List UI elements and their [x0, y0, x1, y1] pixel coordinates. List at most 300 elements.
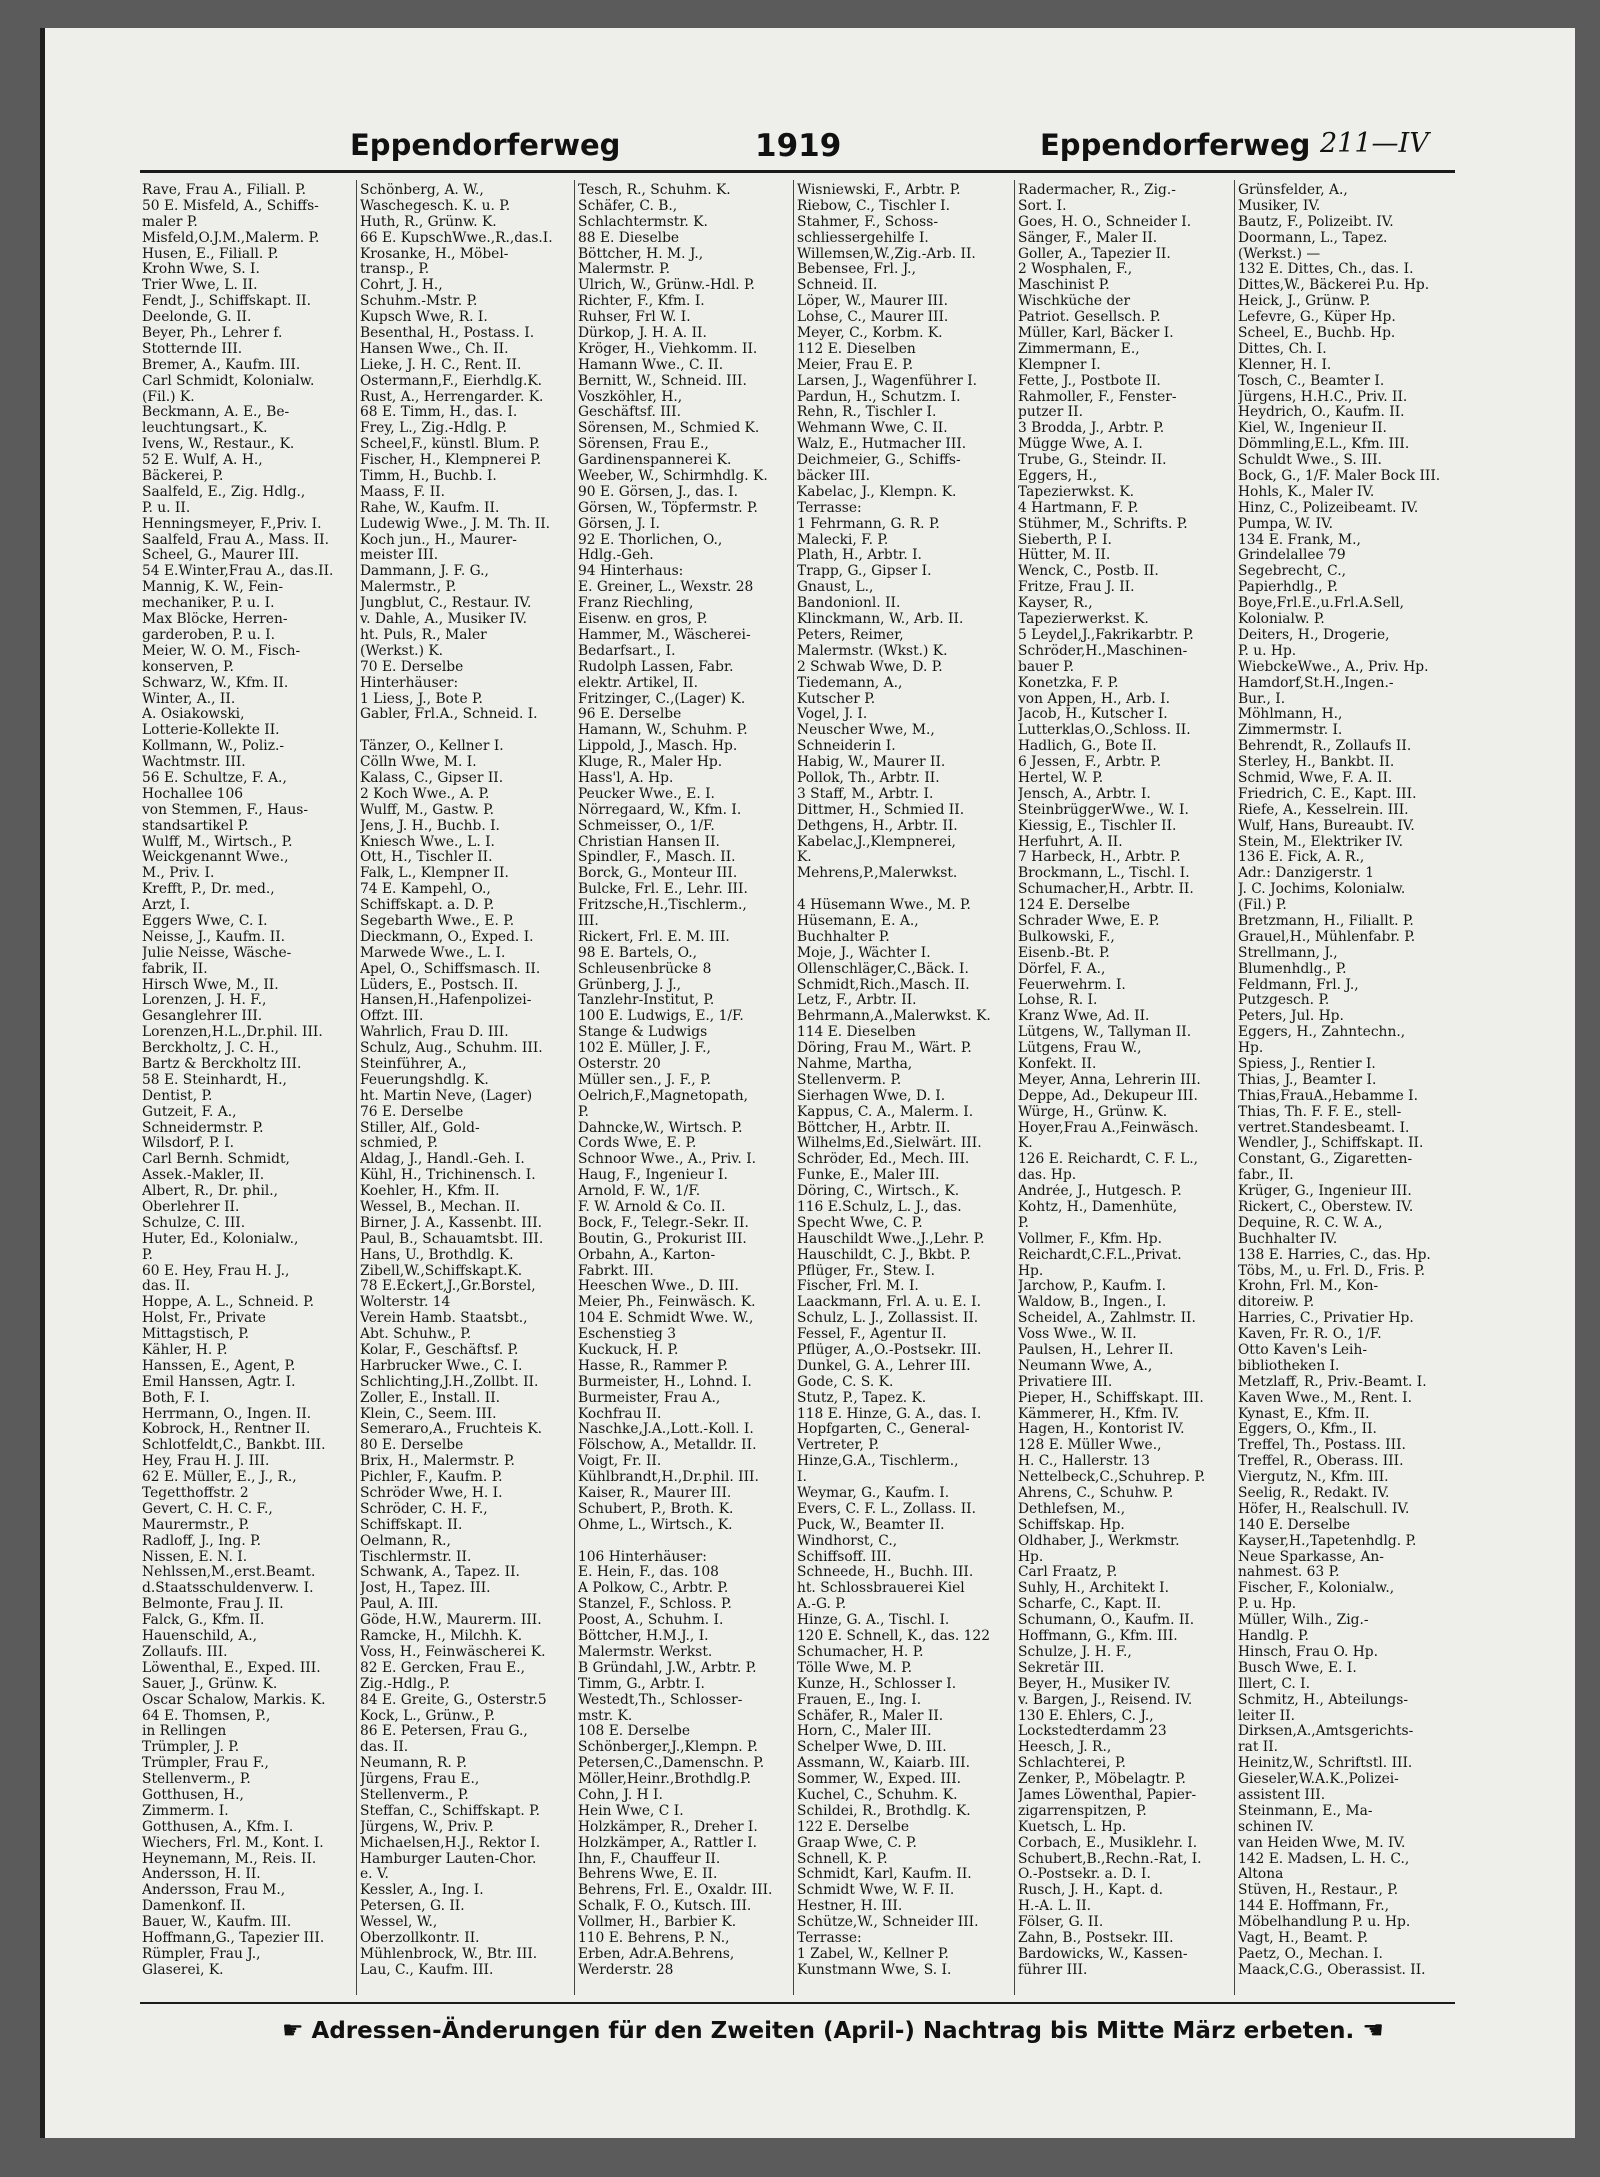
directory-entry-line: Dirksen,A.,Amtsgerichts-: [1238, 1724, 1414, 1740]
directory-entry-line: Schröder, C. H. F.,: [360, 1501, 488, 1517]
directory-entry-line: Eggers, O., Kfm., II.: [1238, 1422, 1377, 1438]
directory-entry-line: Kunze, H., Schlosser I.: [797, 1676, 957, 1692]
directory-entry-line: 1 Fehrmann, G. R. P.: [797, 516, 940, 532]
directory-entry-line: Rümpler, Frau J.,: [142, 1946, 261, 1962]
directory-entry-line: Tanzlehr-Institut, P.: [578, 993, 715, 1009]
directory-entry-line: Frey, L., Zig.-Hdlg. P.: [360, 421, 508, 437]
directory-entry-line: Ramcke, H., Milchh. K.: [360, 1629, 523, 1645]
directory-entry-line: Ahrens, C., Schuhw. P.: [1018, 1486, 1174, 1502]
directory-entry-line: Gevert, C. H. C. F.,: [142, 1501, 273, 1517]
directory-entry-line: Jens, J. H., Buchb. I.: [360, 818, 500, 834]
directory-entry-line: Schlachterei, P.: [1018, 1756, 1126, 1772]
directory-entry-line: Fischer, F., Kolonialw.,: [1238, 1581, 1395, 1597]
directory-entry-line: Kupsch Wwe, R. I.: [360, 310, 488, 326]
directory-entry-line: Böttcher, H., Arbtr. II.: [797, 1120, 951, 1136]
directory-entry-line: Eisenb.-Bt. P.: [1018, 945, 1110, 961]
directory-entry-line: Schiffskap. Hp.: [1018, 1517, 1125, 1533]
directory-entry-line: H.-A. L. II.: [1018, 1899, 1092, 1915]
directory-entry-line: Oberlehrer II.: [142, 1200, 240, 1215]
directory-entry-line: 60 E. Hey, Frau H. J.,: [142, 1263, 290, 1279]
directory-entry-line: Orbahn, A., Karton-: [578, 1247, 716, 1263]
directory-entry-line: Thias, J., Beamter I.: [1238, 1072, 1377, 1088]
directory-entry-line: Löwenthal, E., Exped. III.: [142, 1660, 321, 1676]
directory-entry-line: Dethgens, H., Arbtr. II.: [797, 818, 958, 834]
directory-entry-line: Dahncke,W., Wirtsch. P.: [578, 1120, 743, 1136]
directory-entry-line: Spiess, J., Rentier I.: [1238, 1056, 1376, 1072]
directory-entry-line: Malermstr. (Wkst.) K.: [797, 643, 948, 659]
directory-entry-line: Schneiderin I.: [797, 739, 896, 755]
directory-entry-line: Papierhdlg., P.: [1238, 580, 1338, 596]
directory-entry-line: [797, 882, 1009, 898]
directory-entry-line: 66 E. KupschWwe.,R.,das.I.: [360, 230, 553, 246]
directory-entry-line: Maurermstr., P.: [142, 1517, 250, 1533]
directory-entry-line: Bauer, W., Kaufm. III.: [142, 1915, 292, 1931]
directory-entry-line: Habig, W., Maurer II.: [797, 755, 946, 771]
directory-entry-line: Hammer, M., Wäscherei-: [578, 627, 751, 643]
directory-entry-line: Lohse, R. I.: [1018, 993, 1098, 1009]
directory-entry-line: Ulrich, W., Grünw.-Hdl. P.: [578, 278, 755, 294]
directory-entry-line: Schuhm.-Mstr. P.: [360, 294, 478, 310]
directory-entry-line: Zenker, P., Möbelagtr. P.: [1018, 1772, 1186, 1788]
directory-entry-line: Otto Kaven's Leih-: [1238, 1343, 1368, 1359]
directory-entry-line: Aldag, J., Handl.-Geh. I.: [360, 1152, 525, 1168]
directory-entry-line: Osterstr. 20: [578, 1056, 661, 1072]
directory-entry-line: bibliotheken I.: [1238, 1358, 1340, 1374]
directory-entry-line: Gnaust, L.,: [797, 580, 874, 596]
directory-entry-line: Stutz, P., Tapez. K.: [797, 1390, 927, 1406]
directory-entry-line: das. II.: [142, 1279, 191, 1295]
directory-entry-line: Kiessig, E., Tischler II.: [1018, 818, 1177, 834]
directory-entry-line: Bautz, F., Polizeibt. IV.: [1238, 214, 1394, 230]
pointing-hand-left-icon: ☚: [1362, 2016, 1384, 2044]
directory-entry-line: Fölschow, A., Metalldr. II.: [578, 1438, 757, 1454]
directory-entry-line: Klempner I.: [1018, 357, 1101, 373]
directory-entry-line: 98 E. Bartels, O.,: [578, 945, 697, 961]
directory-entry-line: Malermstr. P.: [578, 262, 670, 278]
directory-entry-line: Ostermann,F., Eierhdlg.K.: [360, 373, 543, 389]
directory-entry-line: Birner, J. A., Kassenbt. III.: [360, 1215, 543, 1231]
directory-entry-line: 120 E. Schnell, K., das. 122: [797, 1629, 990, 1645]
directory-entry-line: schliessergehilfe I.: [797, 230, 929, 246]
directory-entry-line: Zoller, E., Install. II.: [360, 1390, 501, 1406]
directory-entry-line: Kuchel, C., Schuhm. K.: [797, 1787, 958, 1803]
directory-entry-line: Wisniewski, F., Arbtr. P.: [797, 183, 961, 198]
directory-entry-line: Wahrlich, Frau D. III.: [360, 1025, 509, 1041]
directory-entry-line: Brix, H., Malermstr. P.: [360, 1454, 515, 1470]
directory-entry-line: Döring, C., Wirtsch., K.: [797, 1184, 960, 1200]
directory-entry-line: P. u. II.: [142, 500, 191, 516]
directory-entry-line: Kämmerer, H., Kfm. IV.: [1018, 1406, 1180, 1422]
directory-entry-line: Heynemann, M., Reis. II.: [142, 1851, 317, 1867]
directory-entry-line: Huter, Ed., Kolonialw.,: [142, 1231, 299, 1247]
directory-entry-line: Stahmer, F., Schoss-: [797, 214, 938, 230]
directory-entry-line: Dieckmann, O., Exped. I.: [360, 929, 534, 945]
directory-entry-line: Dammann, J. F. G.,: [360, 564, 489, 580]
directory-entry-line: leuchtungsart., K.: [142, 421, 268, 437]
directory-entry-line: Rave, Frau A., Filiall. P.: [142, 183, 306, 198]
directory-entry-line: Bur., I.: [1238, 691, 1286, 707]
directory-entry-line: Kniesch Wwe., L. I.: [360, 834, 495, 850]
directory-entry-line: SteinbrüggerWwe., W. I.: [1018, 802, 1189, 818]
directory-entry-line: Voss Wwe., W. II.: [1018, 1327, 1137, 1343]
directory-entry-line: Reichardt,C.F.L.,Privat.: [1018, 1247, 1182, 1263]
directory-entry-line: Herfuhrt, A. II.: [1018, 834, 1123, 850]
directory-entry-line: Segebrecht, C.,: [1238, 564, 1346, 580]
directory-entry-line: Musiker, IV.: [1238, 198, 1321, 214]
directory-entry-line: rat II.: [1238, 1740, 1279, 1756]
directory-entry-line: Letz, F., Arbtr. II.: [797, 993, 917, 1009]
directory-entry-line: Rudolph Lassen, Fabr.: [578, 659, 734, 675]
directory-entry-line: Hamann Wwe., C. II.: [578, 357, 724, 373]
directory-entry-line: Kynast, E., Kfm. II.: [1238, 1406, 1370, 1422]
directory-entry-line: 112 E. Dieselben: [797, 341, 916, 357]
directory-entry-line: Harbrucker Wwe., C. I.: [360, 1358, 523, 1374]
directory-entry-line: 4 Hüsemann Wwe., M. P.: [797, 898, 971, 914]
directory-entry-line: Heinitz,W., Schriftstl. III.: [1238, 1756, 1413, 1772]
directory-entry-line: in Rellingen: [142, 1724, 227, 1740]
directory-entry-line: assistent III.: [1238, 1787, 1326, 1803]
directory-entry-line: Hp.: [1018, 1549, 1044, 1565]
directory-entry-line: Oelmann, R.,: [360, 1533, 451, 1549]
directory-entry-line: Gardinenspannerei K.: [578, 453, 732, 469]
directory-entry-line: Schmidt, Karl, Kaufm. II.: [797, 1867, 972, 1883]
directory-entry-line: Schiffskapt. a. D. P.: [360, 898, 495, 914]
directory-entry-line: Adr.: Danzigerstr. 1: [1238, 866, 1374, 882]
directory-entry-line: Schröder,H.,Maschinen-: [1018, 643, 1188, 659]
directory-entry-line: Schulze, C. III.: [142, 1215, 246, 1231]
directory-entry-line: Grauel,H., Mühlenfabr. P.: [1238, 929, 1416, 945]
directory-entry-line: Tapezierwerkst. K.: [1018, 612, 1149, 628]
directory-entry-line: Tosch, C., Beamter I.: [1238, 373, 1385, 389]
directory-entry-line: Andrée, J., Hutgesch. P.: [1018, 1184, 1182, 1200]
directory-entry-line: Klinckmann, W., Arb. II.: [797, 612, 964, 628]
directory-entry-line: 2 Wosphalen, F.,: [1018, 262, 1133, 278]
directory-entry-line: Bandonionl. II.: [797, 596, 901, 612]
directory-entry-line: 5 Leydel,J.,Fakrikarbtr. P.: [1018, 627, 1194, 643]
directory-entry-line: Andersson, Frau M.,: [142, 1883, 286, 1899]
directory-entry-line: Stange & Ludwigs: [578, 1025, 708, 1041]
directory-entry-line: Ott, H., Tischler II.: [360, 850, 493, 866]
directory-entry-line: Kobrock, H., Rentner II.: [142, 1422, 311, 1438]
directory-entry-line: 140 E. Derselbe: [1238, 1517, 1351, 1533]
directory-entry-line: Patriot. Gesellsch. P.: [1018, 310, 1161, 326]
directory-entry-line: B Gründahl, J.W., Arbtr. P.: [578, 1660, 757, 1676]
directory-column-4: [797, 183, 1009, 1993]
directory-entry-line: Trube, G., Steindr. II.: [1018, 453, 1167, 469]
directory-entry-line: Schönberg, A. W.,: [360, 183, 484, 198]
directory-entry-line: Carl Schmidt, Kolonialw.: [142, 373, 315, 389]
directory-entry-line: 74 E. Kampehl, O.,: [360, 882, 491, 898]
directory-entry-line: Hüsemann, E. A.,: [797, 913, 919, 929]
directory-entry-line: Carl Bernh. Schmidt,: [142, 1152, 290, 1168]
directory-entry-line: Spindler, F., Masch. II.: [578, 850, 736, 866]
directory-entry-line: Beyer, Ph., Lehrer f.: [142, 326, 283, 342]
directory-entry-line: schmied, P.: [360, 1136, 438, 1152]
directory-entry-line: Kühlbrandt,H.,Dr.phil. III.: [578, 1470, 759, 1486]
directory-entry-line: Gieseler,W.A.K.,Polizei-: [1238, 1772, 1399, 1788]
directory-entry-line: Illert, C. I.: [1238, 1676, 1311, 1692]
directory-entry-line: Strellmann, J.,: [1238, 945, 1338, 961]
directory-entry-line: Stotternde III.: [142, 341, 243, 357]
directory-entry-line: Trümpler, J. P.: [142, 1740, 240, 1756]
directory-entry-line: Semeraro,A., Fruchteis K.: [360, 1422, 543, 1438]
directory-entry-line: Holzkämper, A., Rattler I.: [578, 1835, 758, 1851]
directory-entry-line: Schumann, O., Kaufm. II.: [1018, 1613, 1195, 1629]
directory-entry-line: Schildei, R., Brothdlg. K.: [797, 1803, 971, 1819]
directory-entry-line: bauer P.: [1018, 659, 1074, 675]
directory-entry-line: Trier Wwe, L. II.: [142, 278, 258, 294]
directory-entry-line: garderoben, P. u. I.: [142, 627, 275, 643]
directory-entry-line: Paul, A. III.: [360, 1597, 439, 1613]
directory-entry-line: Fischer, Frl. M. I.: [797, 1279, 919, 1295]
directory-entry-line: Schuldt Wwe., S. III.: [1238, 453, 1382, 469]
directory-entry-line: Neumann, R. P.: [360, 1756, 468, 1772]
directory-entry-line: Rahe, W., Kaufm. II.: [360, 500, 500, 516]
directory-entry-line: Vagt, H., Beamt. P.: [1238, 1930, 1369, 1946]
directory-entry-line: Schumacher,H., Arbtr. II.: [1018, 882, 1194, 898]
directory-entry-line: Malecki, F. P.: [797, 532, 889, 548]
directory-entry-line: Cords Wwe, E. P.: [578, 1136, 697, 1152]
directory-entry-line: Tölle Wwe, M. P.: [797, 1660, 913, 1676]
directory-entry-line: Schneidermstr. P.: [142, 1120, 264, 1136]
directory-entry-line: Koehler, H., Kfm. II.: [360, 1184, 500, 1200]
directory-entry-line: Bretzmann, H., Filiallt. P.: [1238, 913, 1414, 929]
directory-entry-line: O.-Postsekr. a. D. I.: [1018, 1867, 1151, 1883]
directory-entry-line: Jungblut, C., Restaur. IV.: [360, 596, 532, 612]
directory-entry-line: Böttcher, H. M. J.,: [578, 246, 704, 262]
directory-entry-line: Geschäftsf. III.: [578, 405, 681, 421]
directory-entry-line: Tischlermstr. II.: [360, 1549, 472, 1565]
directory-entry-line: Arnold, F. W., 1/F.: [578, 1184, 701, 1200]
directory-entry-line: Hoffmann,G., Tapezier III.: [142, 1930, 325, 1946]
directory-entry-line: Klein, C., Seem. III.: [360, 1406, 497, 1422]
directory-entry-line: 106 Hinterhäuser:: [578, 1549, 707, 1565]
directory-entry-line: Heeschen Wwe., D. III.: [578, 1279, 739, 1295]
directory-entry-line: Schwarz, W., Kfm. II.: [142, 675, 289, 691]
directory-entry-line: Wessel, B., Mechan. II.: [360, 1200, 521, 1215]
directory-entry-line: Dörfel, F. A.,: [1018, 961, 1106, 977]
directory-entry-line: Schiffskapt. II.: [360, 1517, 463, 1533]
directory-entry-line: Waldow, B., Ingen., I.: [1018, 1295, 1167, 1311]
directory-entry-line: Schubert,B.,Rechn.-Rat, I.: [1018, 1851, 1202, 1867]
directory-entry-line: Jost, H., Tapez. III.: [360, 1581, 491, 1597]
directory-entry-line: Fischer, H., Klempnerei P.: [360, 453, 542, 469]
directory-entry-line: Malermstr., P.: [360, 580, 457, 596]
directory-entry-line: Weeber, W., Schirmhdlg. K.: [578, 469, 768, 485]
directory-entry-line: Neuscher Wwe, M.,: [797, 723, 935, 739]
directory-entry-line: Thias,FrauA.,Hebamme I.: [1238, 1088, 1419, 1104]
directory-entry-line: (Werkst.) —: [1238, 246, 1321, 262]
directory-entry-line: Metzlaff, R., Priv.-Beamt. I.: [1238, 1374, 1427, 1390]
directory-entry-line: 50 E. Misfeld, A., Schiffs-: [142, 198, 319, 214]
directory-entry-line: Zimmerm. I.: [142, 1803, 229, 1819]
directory-entry-line: 82 E. Gercken, Frau E.,: [360, 1660, 525, 1676]
directory-entry-line: Lohse, C., Maurer III.: [797, 310, 949, 326]
directory-entry-line: Plath, H., Arbtr. I.: [797, 548, 922, 564]
directory-entry-line: Feldmann, Frl. J.,: [1238, 977, 1359, 993]
directory-entry-line: Graap Wwe, C. P.: [797, 1835, 917, 1851]
directory-entry-line: Dittes, Ch. I.: [1238, 341, 1327, 357]
directory-entry-line: Sekretär III.: [1018, 1660, 1105, 1676]
directory-entry-line: Meier, Frau E. P.: [797, 357, 914, 373]
column-divider: [1234, 180, 1235, 1995]
directory-entry-line: Jensch, A., Arbtr. I.: [1018, 786, 1151, 802]
directory-entry-line: Deelonde, G. II.: [142, 310, 252, 326]
directory-entry-line: Kuetsch, L. Hp.: [1018, 1819, 1127, 1835]
directory-entry-line: 124 E. Derselbe: [1018, 898, 1131, 914]
directory-entry-line: Riefe, A., Kesselrein. III.: [1238, 802, 1409, 818]
directory-entry-line: Bartz & Berckholtz III.: [142, 1056, 302, 1072]
directory-entry-line: Hagen, H., Kontorist IV.: [1018, 1422, 1185, 1438]
directory-entry-line: ditoreiw. P.: [1238, 1295, 1315, 1311]
directory-entry-line: Oldhaber, J., Werkmstr.: [1018, 1533, 1180, 1549]
directory-entry-line: Schneede, H., Buchh. III.: [797, 1565, 974, 1581]
directory-entry-line: von Appen, H., Arb. I.: [1018, 691, 1171, 707]
directory-entry-line: Kock, L., Grünw., P.: [360, 1708, 496, 1724]
directory-entry-line: Behrmann,A.,Malerwkst. K.: [797, 1009, 991, 1025]
directory-entry-line: Harries, C., Privatier Hp.: [1238, 1311, 1414, 1327]
directory-entry-line: Behrendt, R., Zollaufs II.: [1238, 739, 1412, 755]
directory-entry-line: Borck, G., Monteur III.: [578, 866, 738, 882]
directory-entry-line: führer III.: [1018, 1962, 1088, 1978]
directory-entry-line: Hestner, H. III.: [797, 1899, 903, 1915]
directory-entry-line: Radermacher, R., Zig.-: [1018, 183, 1176, 198]
street-header-right: Eppendorferweg: [1040, 128, 1311, 162]
directory-entry-line: 114 E. Dieselben: [797, 1025, 916, 1041]
directory-entry-line: Goller, A., Tapezier II.: [1018, 246, 1171, 262]
directory-entry-line: Horn, C., Maler III.: [797, 1724, 932, 1740]
directory-entry-line: Kohtz, H., Damenhüte,: [1018, 1200, 1178, 1215]
directory-entry-line: Vertreter, P.: [797, 1438, 880, 1454]
directory-entry-line: Krefft, P., Dr. med.,: [142, 882, 275, 898]
directory-entry-line: 102 E. Müller, J. F.,: [578, 1041, 711, 1057]
directory-entry-line: Lockstedterdamm 23: [1018, 1724, 1167, 1740]
directory-entry-line: Pumpa, W. IV.: [1238, 516, 1334, 532]
directory-entry-line: Kaiser, R., Maurer III.: [578, 1486, 732, 1502]
directory-entry-line: Stein, M., Elektriker IV.: [1238, 834, 1403, 850]
directory-entry-line: Hey, Frau H. J. III.: [142, 1454, 270, 1470]
directory-entry-line: Handlg. P.: [1238, 1629, 1309, 1645]
directory-entry-line: M., Priv. I.: [142, 866, 215, 882]
directory-entry-line: A Polkow, C., Arbtr. P.: [578, 1581, 729, 1597]
directory-entry-line: Richter, F., Kfm. I.: [578, 294, 705, 310]
directory-entry-line: Zimmermstr. I.: [1238, 723, 1343, 739]
directory-entry-line: Wulf, Hans, Bureaubt. IV.: [1238, 818, 1415, 834]
directory-entry-line: Treffel, R., Oberass. III.: [1238, 1454, 1404, 1470]
directory-entry-line: Holzkämper, R., Dreher I.: [578, 1819, 758, 1835]
directory-entry-line: Kutscher P.: [797, 691, 876, 707]
directory-entry-line: Cölln Wwe, M. I.: [360, 755, 477, 771]
directory-entry-line: Schelper Wwe, D. III.: [797, 1740, 947, 1756]
directory-entry-line: Westedt,Th., Schlosser-: [578, 1692, 743, 1708]
directory-entry-line: Bebensee, Frl. J.,: [797, 262, 916, 278]
directory-entry-line: K.: [1018, 1136, 1033, 1152]
directory-entry-line: Scheidel, A., Zahlmstr. II.: [1018, 1311, 1196, 1327]
directory-entry-line: Peters, Jul. Hp.: [1238, 1009, 1344, 1025]
directory-entry-line: Nissen, E. N. I.: [142, 1549, 248, 1565]
directory-entry-line: Seelig, R., Redakt. IV.: [1238, 1486, 1390, 1502]
directory-entry-line: Bock, F., Telegr.-Sekr. II.: [578, 1215, 749, 1231]
directory-entry-line: konserven, P.: [142, 659, 234, 675]
directory-entry-line: Heick, J., Grünw. P.: [1238, 294, 1371, 310]
directory-entry-line: Wulff, M., Gastw. P.: [360, 802, 494, 818]
directory-entry-line: Both, F. I.: [142, 1390, 210, 1406]
directory-entry-line: Mühlenbrock, W., Btr. III.: [360, 1946, 538, 1962]
directory-entry-line: Albert, R., Dr. phil.,: [142, 1184, 279, 1200]
directory-entry-line: Schönberger,J.,Klempn. P.: [578, 1740, 758, 1756]
directory-entry-line: Wolterstr. 14: [360, 1295, 451, 1311]
directory-entry-line: Petersen,C.,Damenschn. P.: [578, 1756, 765, 1772]
directory-entry-line: Vollmer, F., Kfm. Hp.: [1018, 1231, 1163, 1247]
directory-entry-line: Kessler, A., Ing. I.: [360, 1883, 484, 1899]
directory-entry-line: ht. Martin Neve, (Lager): [360, 1088, 533, 1104]
directory-entry-line: Neue Sparkasse, An-: [1238, 1549, 1384, 1565]
directory-entry-line: Saalfeld, E., Zig. Hdlg.,: [142, 484, 306, 500]
directory-entry-line: Schulz, Aug., Schuhm. III.: [360, 1041, 543, 1057]
directory-entry-line: Paetz, O., Mechan. I.: [1238, 1946, 1383, 1962]
directory-entry-line: Nörregaard, W., Kfm. I.: [578, 802, 742, 818]
directory-entry-line: Erben, Adr.A.Behrens,: [578, 1946, 735, 1962]
directory-entry-line: 118 E. Hinze, G. A., das. I.: [797, 1406, 982, 1422]
directory-entry-line: Vollmer, H., Barbier K.: [578, 1915, 737, 1931]
directory-entry-line: Peucker Wwe., E. I.: [578, 786, 715, 802]
directory-entry-line: Dittmer, H., Schmied II.: [797, 802, 965, 818]
directory-entry-line: [578, 1534, 790, 1550]
directory-entry-line: Misfeld,O.J.M.,Malerm. P.: [142, 230, 320, 246]
directory-entry-line: Kähler, H. P.: [142, 1343, 228, 1359]
directory-entry-line: ht. Puls, R., Maler: [360, 627, 487, 643]
directory-entry-line: Dentist, P.: [142, 1088, 213, 1104]
directory-entry-line: Wehmann Wwe, C. II.: [797, 421, 948, 437]
directory-entry-line: Wulff, M., Wirtsch., P.: [142, 834, 293, 850]
directory-entry-line: 56 E. Schultze, F. A.,: [142, 770, 287, 786]
directory-entry-line: Treffel, Th., Postass. III.: [1238, 1438, 1406, 1454]
directory-entry-line: Steffan, C., Schiffskapt. P.: [360, 1803, 541, 1819]
directory-entry-line: Göde, H.W., Maurerm. III.: [360, 1613, 542, 1629]
directory-entry-line: Hinterhäuser:: [360, 675, 459, 691]
directory-entry-line: Schmitz, H., Abteilungs-: [1238, 1692, 1409, 1708]
directory-entry-line: Heydrich, O., Kaufm. II.: [1238, 405, 1405, 421]
directory-entry-line: Gabler, Frl.A., Schneid. I.: [360, 707, 538, 723]
directory-entry-line: Hauenschild, A.,: [142, 1629, 258, 1645]
directory-entry-line: Fette, J., Postbote II.: [1018, 373, 1161, 389]
directory-entry-line: Kayser, R.,: [1018, 596, 1093, 612]
directory-entry-line: Terrasse:: [797, 500, 862, 516]
directory-entry-line: WiebckeWwe., A., Priv. Hp.: [1238, 659, 1429, 675]
directory-entry-line: Hochallee 106: [142, 786, 244, 802]
directory-entry-line: Schubert, P., Broth. K.: [578, 1501, 734, 1517]
directory-entry-line: Huth, R., Grünw. K.: [360, 214, 497, 230]
directory-entry-line: 64 E. Thomsen, P.,: [142, 1708, 271, 1724]
directory-entry-line: Eisenw. en gros, P.: [578, 612, 708, 628]
directory-entry-line: (Fil.) K.: [142, 389, 195, 405]
directory-entry-line: P.: [578, 1104, 589, 1120]
directory-entry-line: Meier, W. O. M., Fisch-: [142, 643, 301, 659]
directory-entry-line: Hoffmann, G., Kfm. III.: [1018, 1629, 1178, 1645]
directory-entry-line: Pollok, Th., Arbtr. II.: [797, 770, 940, 786]
directory-entry-line: 1 Liess, J., Bote P.: [360, 691, 483, 707]
directory-entry-line: Pichler, F., Kaufm. P.: [360, 1470, 503, 1486]
directory-entry-line: Nehlssen,M.,erst.Beamt.: [142, 1565, 316, 1581]
directory-entry-line: Hanssen, E., Agent, P.: [142, 1358, 296, 1374]
directory-entry-line: Krohn Wwe, S. I.: [142, 262, 260, 278]
directory-entry-line: Fritze, Frau J. II.: [1018, 580, 1135, 596]
directory-entry-line: Altona: [1238, 1867, 1284, 1883]
directory-entry-line: v. Dahle, A., Musiker IV.: [360, 612, 527, 628]
directory-entry-line: Gesanglehrer III.: [142, 1009, 263, 1025]
directory-entry-line: Thias, Th. F. F. E., stell-: [1238, 1104, 1402, 1120]
directory-entry-line: James Löwenthal, Papier-: [1018, 1787, 1197, 1803]
